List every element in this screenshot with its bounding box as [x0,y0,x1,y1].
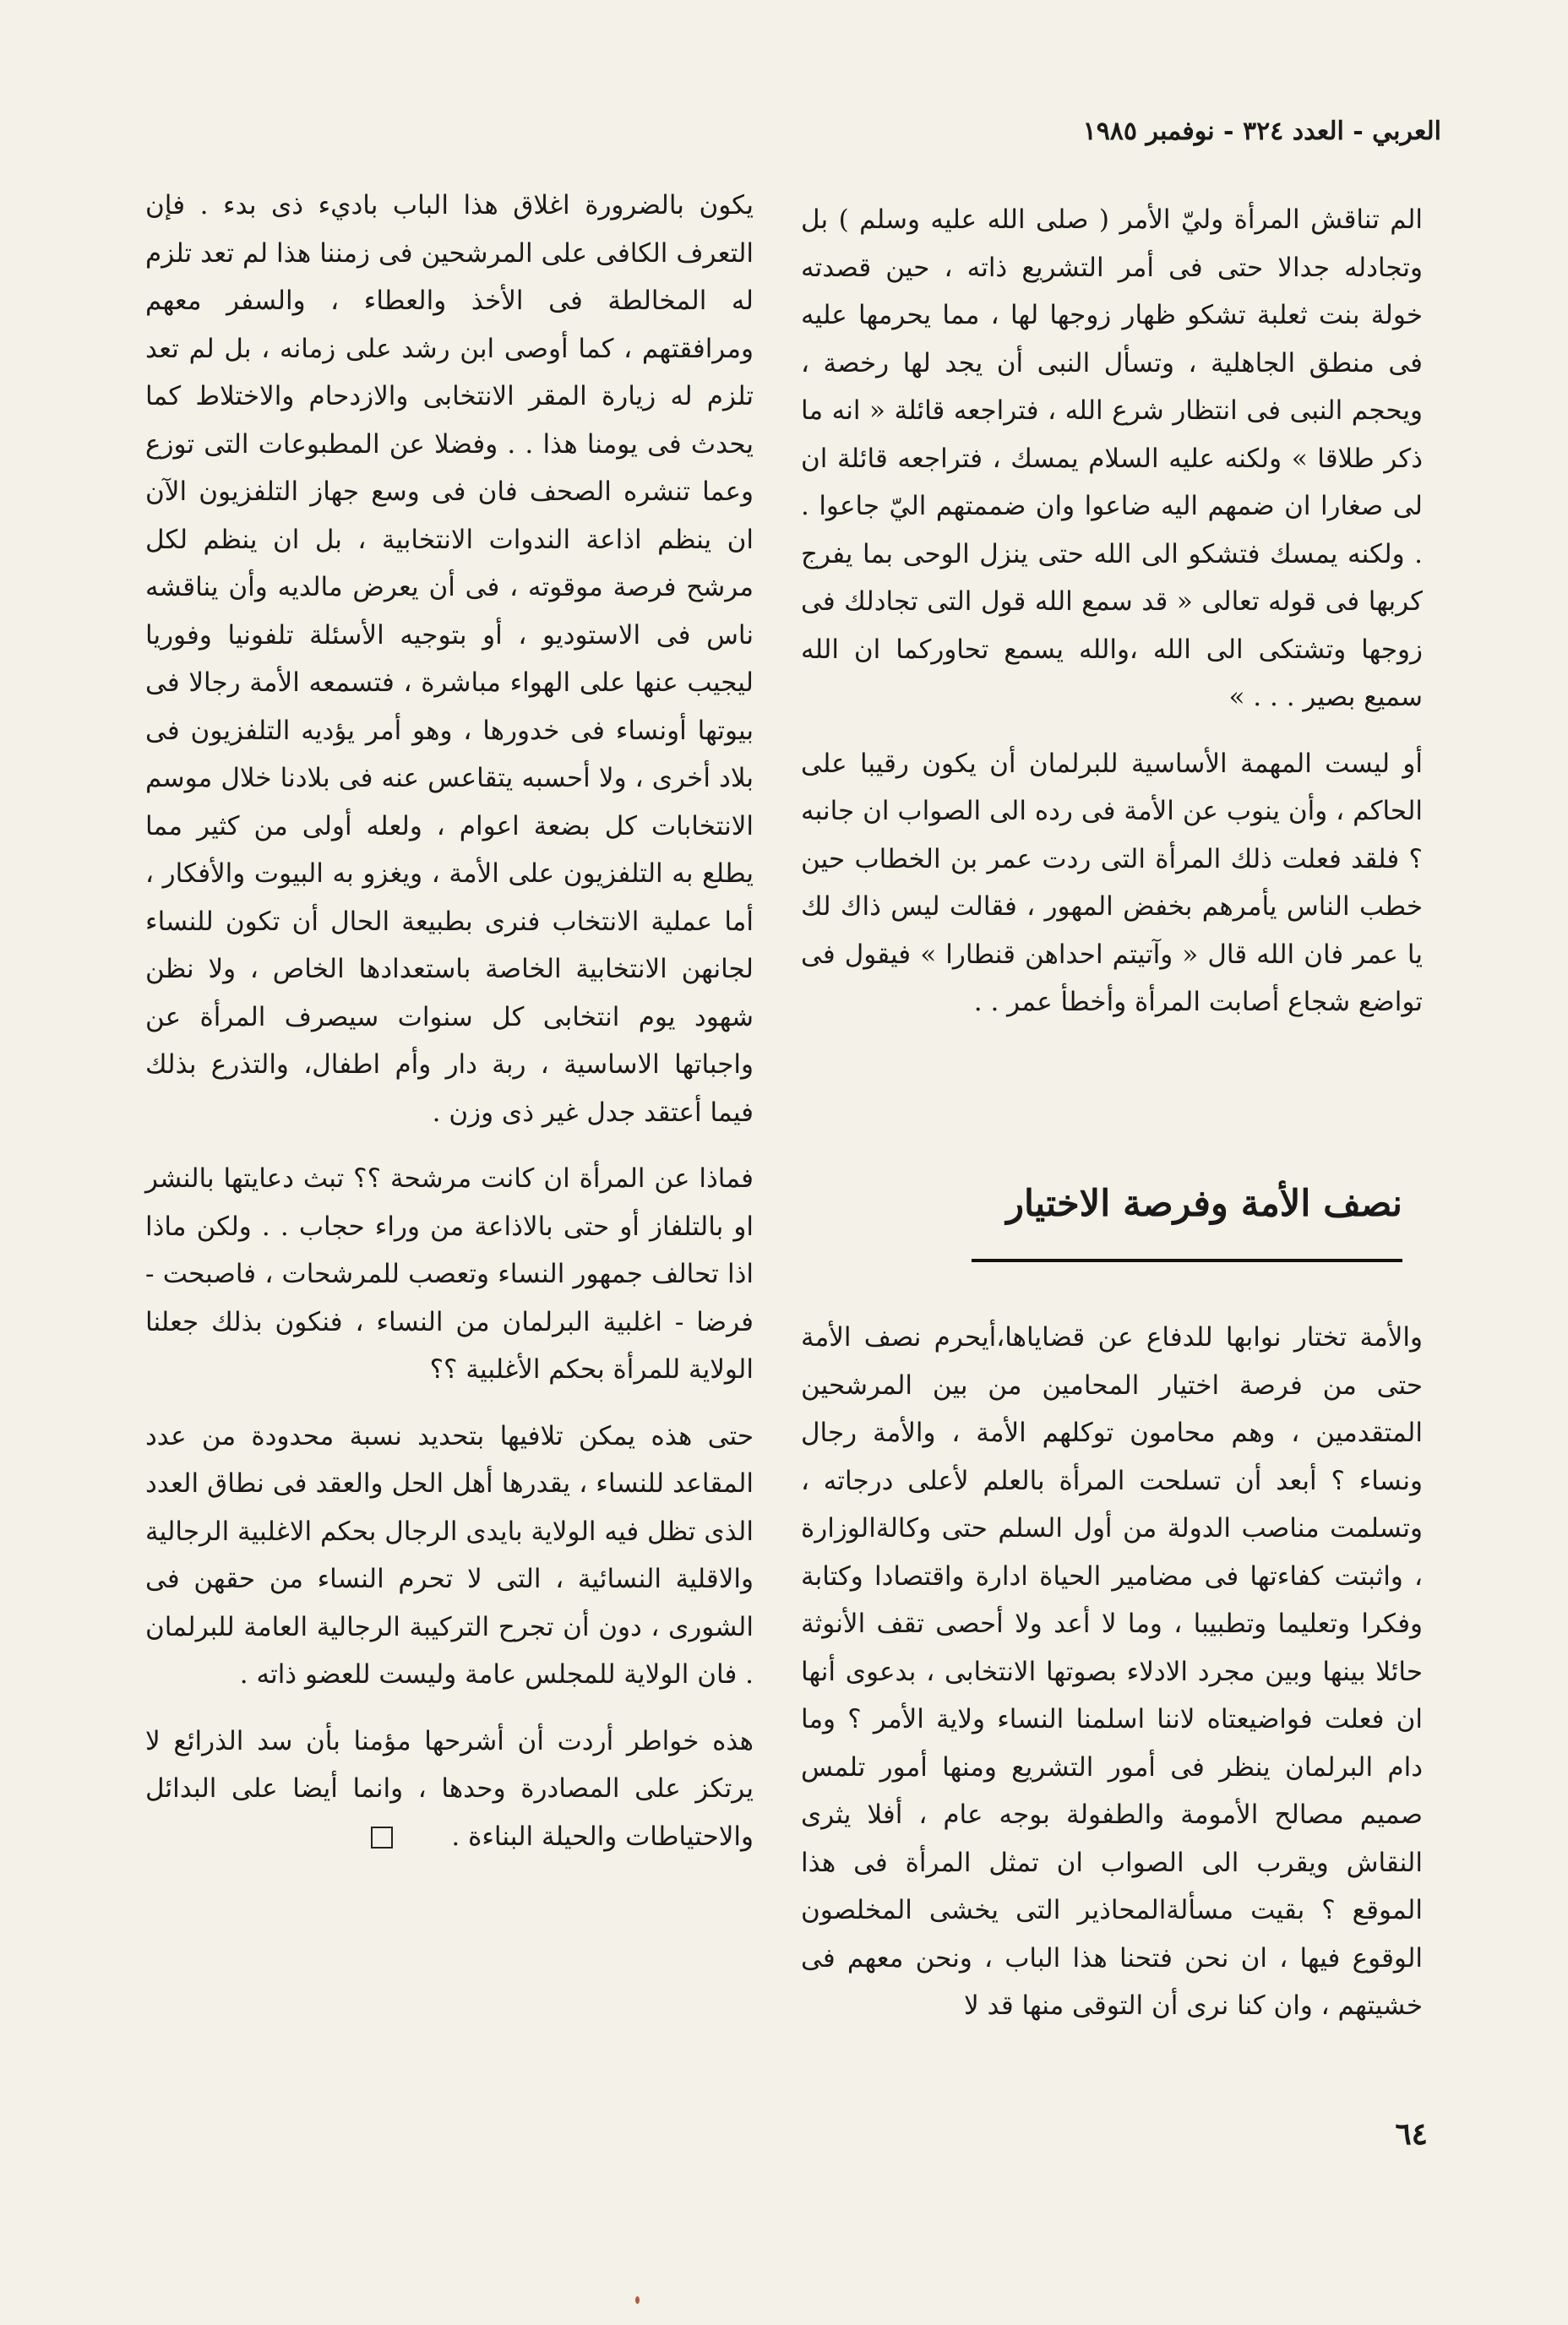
paragraph-khawla: الم تناقش المرأة وليّ الأمر ( صلى الله عليه وسلم ) بل وتجادله جدالا حتى فى أمر التشريع ذاته ، حين قصدته خولة بنت ثعلبة تشكو ظهار زوجها لها ، مما يحرمها عليه فى منطق الجاهلية ، وتسأل النبى أن يجد لها رخصة ، ويحجم النبى فى انتظار شرع الله ، فتراجعه قائلة « انه ما ذكر طلاقا » ولكنه عليه السلام يمسك ، فتراجعه قائلة ان لى صغارا ان ضمهم اليه ضاعوا وان ضممتهم اليّ جاعوا . . ولكنه يمسك فتشكو الى الله حتى ينزل الوحى بما يفرج كربها فى قوله تعالى « قد سمع الله قول التى تجادلك فى زوجها وتشتكى الى الله ،والله يسمع تحاوركما ان الله سميع بصير . . . » [801,204,1423,712]
right-column-top [801,196,1423,1026]
paragraph-tv-elections: يكون بالضرورة اغلاق هذا الباب باديء ذى بدء . فإن التعرف الكافى على المرشحين فى زمننا هذا لم تعد تلزم له المخالطة فى الأخذ والعطاء ، والسفر معهم ومرافقتهم ، كما أوصى ابن رشد على زمانه ، بل لم تعد تلزم له زيارة المقر الانتخابى والازدحام والاختلاط كما يحدث فى يومنا هذا . . وفضلا عن المطبوعات التى توزع وعما تنشره الصحف فان فى وسع جهاز التلفزيون الآن ان ينظم اذاعة الندوات الانتخابية ، بل ان ينظم لكل مرشح فرصة موقوته ، فى أن يعرض مالديه وأن يناقشه ناس فى الاستوديو ، أو بتوجيه الأسئلة تلفونيا وفوريا ليجيب عنها على الهواء مباشرة ، فتسمعه الأمة رجالا فى بيوتها أونساء فى خدورها ، وهو أمر يؤديه التلفزيون فى بلاد أخرى ، ولا أحسبه يتقاعس عنه فى بلادنا خلال موسم الانتخابات كل بضعة اعوام ، ولعله أولى من كثير مما يطلع به التلفزيون على الأمة ، ويغزو به البيوت والأفكار ، أما عملية الانتخاب فنرى بطبيعة الحال أن تكون للنساء لجانهن الانتخابية الخاصة باستعدادها الخاص ، ولا نظن شهود يوم انتخابى كل سنوات سيصرف المرأة عن واجباتها الاساسية ، ربة دار وأم اطفال، والتذرع بذلك فيما أعتقد جدل غير ذى وزن . [145,190,754,1128]
section-title-rule [972,1259,1402,1262]
paragraph-seat-quota: حتى هذه يمكن تلافيها بتحديد نسبة محدودة من عدد المقاعد للنساء ، يقدرها أهل الحل والعقد فى نطاق العدد الذى تظل فيه الولاية بايدى الرجال بحكم الاغلبية الرجالية والاقلية النسائية ، التى لا تحرم النساء من حقهن فى الشورى ، دون أن تجرح التركيبة الرجالية العامة للبرلمان . فان الولاية للمجلس عامة وليست للعضو ذاته . [145,1420,754,1690]
paragraph-closing [145,1718,754,1861]
closing-text: هذه خواطر أردت أن أشرحها مؤمنا بأن سد الذرائع لا يرتكز على المصادرة وحدها ، وانما أيضا على البدائل والاحتياطات والحيلة البناءة . [145,1725,754,1852]
paper-speck [635,2296,640,2304]
page-number: ٦٤ [1395,2116,1428,2152]
end-of-article-mark [371,1827,393,1849]
paragraph-parliament-role: أو ليست المهمة الأساسية للبرلمان أن يكون رقيبا على الحاكم ، وأن ينوب عن الأمة فى رده الى الصواب ان جانبه ؟ فلقد فعلت ذلك المرأة التى ردت عمر بن الخطاب حين خطب الناس يأمرهم بخفض المهور ، فقالت ليس ذاك لك يا عمر فان الله قال « وآتيتم احداهن قنطارا » فيقول فى تواضع شجاع أصابت المرأة وأخطأ عمر . . [801,748,1423,1017]
running-head: العربي - العدد ٣٢٤ - نوفمبر ١٩٨٥ [1082,117,1441,146]
left-column [145,182,754,1860]
right-column-bottom [801,1314,1423,2030]
paragraph-half-nation: والأمة تختار نوابها للدفاع عن قضاياها،أيحرم نصف الأمة حتى من فرصة اختيار المحامين من بين المرشحين المتقدمين ، وهم محامون توكلهم الأمة ، والأمة رجال ونساء ؟ أبعد أن تسلحت المرأة بالعلم لأعلى درجاته ، وتسلمت مناصب الدولة من أول السلم حتى وكالةالوزارة ، واثبتت كفاءتها فى مضامير الحياة ادارة واقتصادا وكتابة وفكرا وتعليما وتطبيبا ، وما لا أعد ولا أحصى تقف الأنوثة حائلا بينها وبين مجرد الادلاء بصوتها الانتخابى ، بدعوى أنها ان فعلت فواضيعتاه لاننا اسلمنا النساء ولاية الأمر ؟ وما دام البرلمان ينظر فى أمور التشريع ومنها أمور تلمس صميم مصالح الأمومة والطفولة بوجه عام ، أفلا يثرى النقاش ويقرب الى الصواب ان تمثل المرأة فى هذا الموقع ؟ بقيت مسألةالمحاذير التى يخشى المخلصون الوقوع فيها ، ان نحن فتحنا هذا الباب ، ونحن معهم فى خشيتهم ، وان كنا نرى أن التوقى منها قد لا [801,1322,1423,2021]
section-title: نصف الأمة وفرصة الاختيار [1006,1183,1402,1225]
paragraph-woman-candidate: فماذا عن المرأة ان كانت مرشحة ؟؟ تبث دعايتها بالنشر او بالتلفاز أو حتى بالاذاعة من وراء حجاب . . ولكن ماذا اذا تحالف جمهور النساء وتعصب للمرشحات ، فاصبحت - فرضا - اغلبية البرلمان من النساء ، فنكون بذلك جعلنا الولاية للمرأة بحكم الأغلبية ؟؟ [145,1163,754,1385]
